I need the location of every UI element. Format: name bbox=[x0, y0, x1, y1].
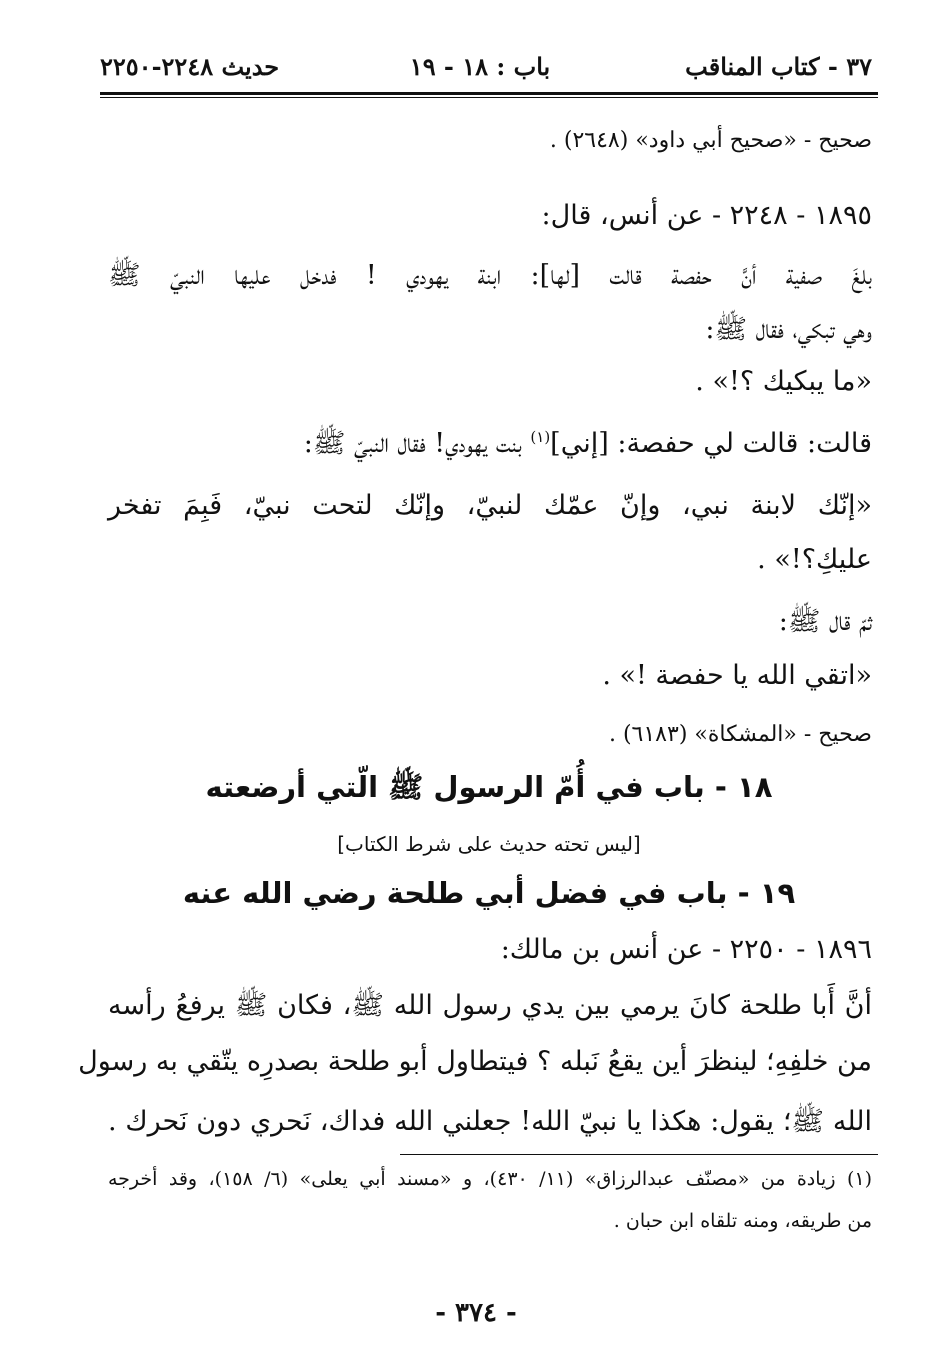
hadith-text-line: من خلفِهِ؛ لينظرَ أين يقعُ نَبله ؟ فيتطاول أبو طلحة بصدرِه يتّقي به رسول bbox=[78, 1046, 872, 1077]
chapter-title: ٣٧ - كتاب المناقب bbox=[685, 52, 872, 81]
hadith-text-segment: قالت: قالت لي حفصة: [إني] bbox=[550, 428, 872, 459]
authentication-note: صحيح - «المشكاة» (٦١٨٣) . bbox=[608, 722, 872, 747]
hadith-text-line: عليكِ؟!» . bbox=[757, 544, 872, 575]
hadith-text-line: بلغَ صفية أنَّ حفصة قالت [لها]: ابنة يهودي ! فدخل عليها النبيّ ﷺ bbox=[108, 260, 872, 291]
hadith-text-line: «إنّك لابنة نبي، وإنّ عمّك لنبيّ، وإنّك لتحت نبيّ، فَبِمَ تفخر bbox=[108, 490, 872, 521]
section-note: [ليس تحته حديث على شرط الكتاب] bbox=[337, 832, 641, 856]
hadith-number: ١٨٩٦ - ٢٢٥٠ - عن أنس بن مالك: bbox=[500, 934, 872, 965]
hadith-text-line: «اتقي الله يا حفصة !» . bbox=[602, 660, 872, 691]
section-heading: ١٨ - باب في أُمّ الرسول ﷺ الّتي أرضعته bbox=[205, 770, 773, 804]
hadith-text-line: الله ﷺ؛ يقول: هكذا يا نبيّ الله! جعلني الله فداك، نَحري دون نَحرك . bbox=[108, 1106, 872, 1137]
footnote-marker: (١) bbox=[530, 428, 551, 446]
hadith-text-line bbox=[304, 426, 872, 466]
footnote-line: من طريقه، ومنه تلقاه ابن حبان . bbox=[613, 1210, 872, 1232]
hadith-range: حديث ٢٢٤٨-٢٢٥٠ bbox=[100, 52, 280, 81]
page-number: - ٣٧٤ - bbox=[435, 1298, 517, 1328]
footnote-rule bbox=[400, 1154, 878, 1155]
hadith-text-line: ثمّ قال ﷺ: bbox=[778, 606, 872, 637]
hadith-text-segment: بنت يهودي! فقال النبيّ ﷺ: bbox=[303, 428, 531, 459]
bab-range: باب : ١٨ - ١٩ bbox=[409, 52, 551, 81]
authentication-note: صحيح - «صحيح أبي داود» (٢٦٤٨) . bbox=[549, 128, 872, 153]
header-rule-thick bbox=[100, 92, 878, 95]
section-heading: ١٩ - باب في فضل أبي طلحة رضي الله عنه bbox=[182, 876, 796, 910]
header-rule-thin bbox=[100, 97, 878, 98]
hadith-number: ١٨٩٥ - ٢٢٤٨ - عن أنس، قال: bbox=[541, 200, 872, 231]
hadith-text-line: وهي تبكي، فقال ﷺ: bbox=[705, 314, 872, 345]
hadith-text-line: أنَّ أَبا طلحة كانَ يرمي بين يدي رسول الله ﷺ، فكان ﷺ يرفعُ رأسه bbox=[108, 990, 872, 1021]
footnote-line: (١) زيادة من «مصنّف عبدالرزاق» (١١/ ٤٣٠)، و «مسند أبي يعلى» (٦/ ١٥٨)، وقد أخرجه bbox=[108, 1168, 873, 1190]
hadith-text-line: «ما يبكيك ؟!» . bbox=[695, 366, 872, 397]
